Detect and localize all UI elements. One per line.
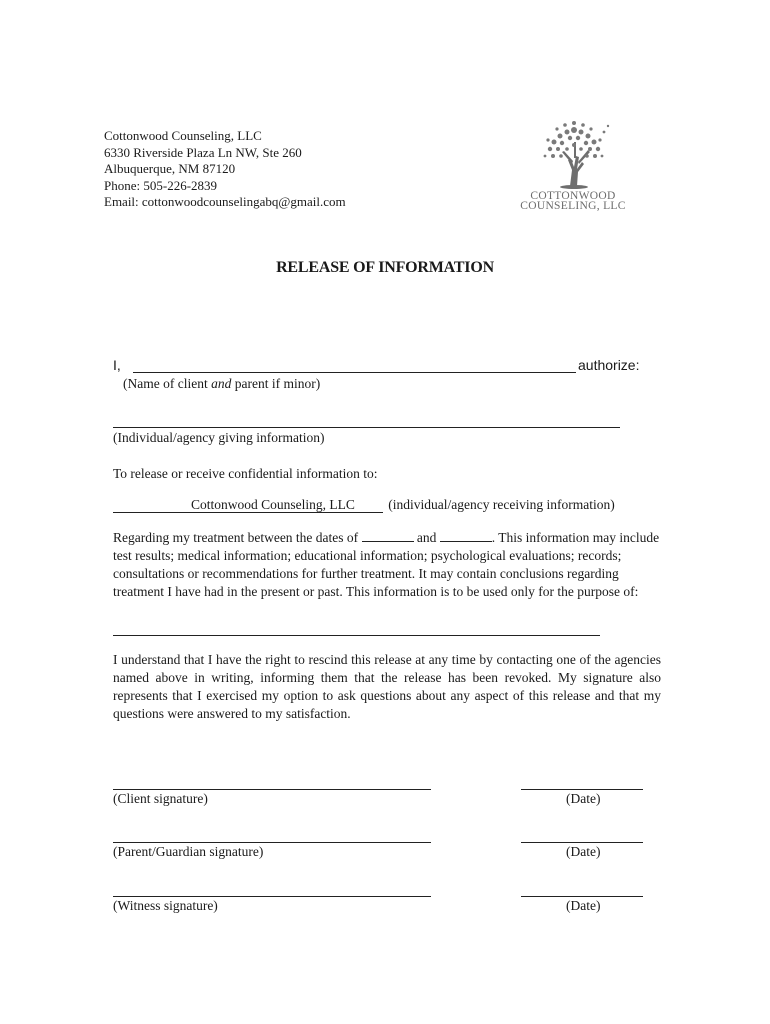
treatment-paragraph xyxy=(113,529,661,601)
end-date-field[interactable] xyxy=(440,529,492,542)
client-caption-part2: parent if minor) xyxy=(231,376,321,391)
practice-city: Albuquerque, NM 87120 xyxy=(104,161,236,177)
client-signature-label: (Client signature) xyxy=(113,791,208,806)
practice-address-block xyxy=(104,128,346,211)
client-name-caption xyxy=(123,376,320,392)
rights-paragraph: I understand that I have the right to rescind this release at any time by contacting one of the agencies named above in writing, informing them that the release has been revoked. My signature also represents that I exercised my option to ask questions about any aspect of this release and that my questions were answered to my satisfaction. xyxy=(113,652,661,721)
start-date-field[interactable] xyxy=(362,529,414,542)
client-date-label: (Date) xyxy=(566,791,601,806)
giving-agency-field[interactable] xyxy=(113,427,620,428)
witness-date-label: (Date) xyxy=(566,898,601,913)
client-caption-emphasis: and xyxy=(211,376,232,391)
giving-agency-caption: (Individual/agency giving information) xyxy=(113,430,325,445)
receiving-agency-caption: (individual/agency receiving information) xyxy=(388,497,615,512)
treatment-text-start: Regarding my treatment between the dates of xyxy=(113,530,362,545)
client-signature-field[interactable] xyxy=(113,789,431,790)
authorize-label: authorize: xyxy=(578,357,640,373)
logo-text-line2: COUNSELING, LLC xyxy=(520,200,626,212)
treatment-text-rest: . This information may include test results; medical information; educational information; psychological evaluations; records; consultations or recommendations for further treatment. It may contain conclusions regarding treatment I have had in the present or past. This information is to be used only for the purpose of: xyxy=(113,530,660,599)
receiving-agency-row xyxy=(113,497,615,513)
practice-street: 6330 Riverside Plaza Ln NW, Ste 260 xyxy=(104,144,302,160)
client-prefix: I, xyxy=(113,357,121,373)
release-to-label: To release or receive confidential information to: xyxy=(113,466,378,481)
parent-date-label: (Date) xyxy=(566,844,601,859)
receiving-agency-name[interactable]: Cottonwood Counseling, LLC xyxy=(113,497,383,513)
witness-signature-field[interactable] xyxy=(113,896,431,897)
treatment-and-word: and xyxy=(413,530,440,545)
client-date-field[interactable] xyxy=(521,789,643,790)
purpose-field[interactable] xyxy=(113,635,600,636)
witness-date-field[interactable] xyxy=(521,896,643,897)
logo-text-line1: COTTONWOOD xyxy=(530,190,616,202)
parent-signature-label: (Parent/Guardian signature) xyxy=(113,844,264,859)
client-caption-part1: (Name of client xyxy=(123,376,212,391)
practice-email: Email: cottonwoodcounselingabq@gmail.com xyxy=(104,194,346,210)
document-title: RELEASE OF INFORMATION xyxy=(276,259,494,276)
practice-phone: Phone: 505-226-2839 xyxy=(104,177,218,193)
client-name-field[interactable] xyxy=(133,372,576,373)
parent-signature-field[interactable] xyxy=(113,842,431,843)
cottonwood-logo xyxy=(512,112,634,216)
practice-name: Cottonwood Counseling, LLC xyxy=(104,128,262,143)
parent-date-field[interactable] xyxy=(521,842,643,843)
witness-signature-label: (Witness signature) xyxy=(113,898,218,913)
tree-logo-icon xyxy=(512,112,634,216)
